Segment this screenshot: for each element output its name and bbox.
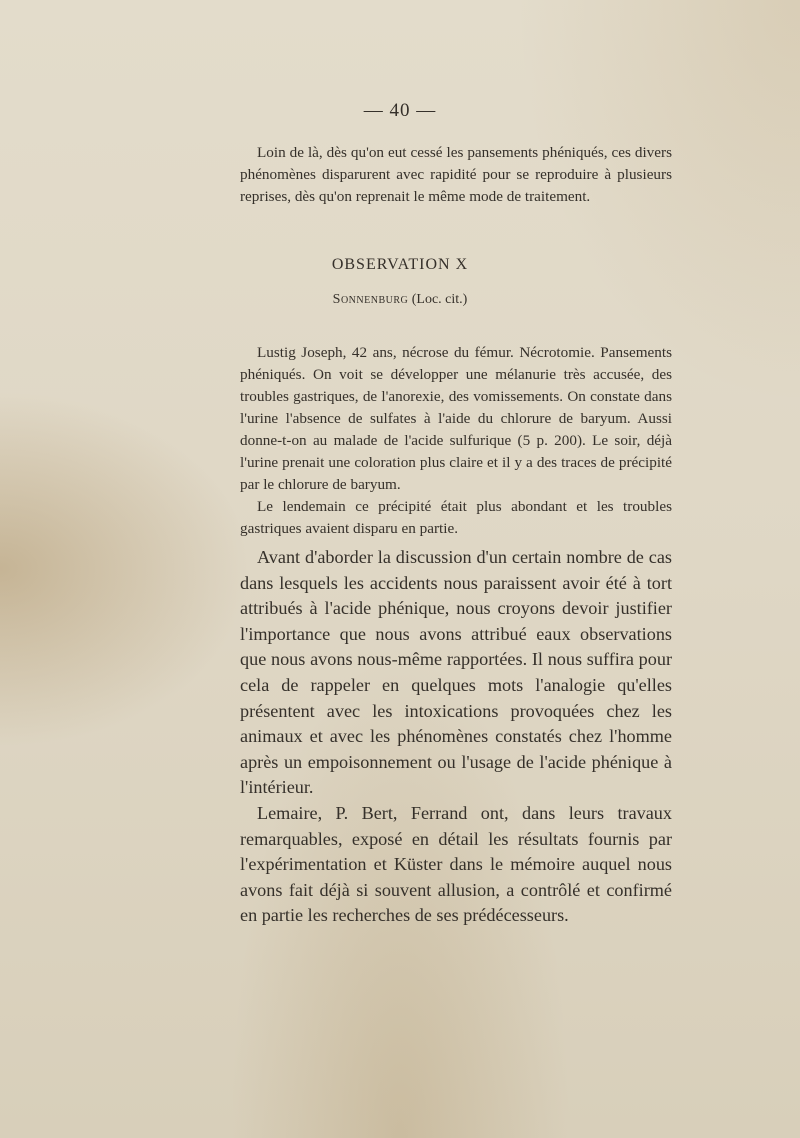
observation-paragraph: Lustig Joseph, 42 ans, nécrose du fémur. Nécrotomie. Pansements phéniqués. On voit se développer une mélanurie très accusée, des troubles gastriques, de l'anorexie, des vomissements. On constate dans l'urine l'absence de sulfates à l'aide du chlorure de baryum. Aussi donne-t-on au malade de l'acide sulfurique (5 p. 200). Le soir, déjà l'urine prenait une coloration plus claire et il y a des traces de précipité par le chlorure de baryum. [240, 344, 672, 493]
observation-reference: (Loc. cit.) [411, 292, 468, 307]
observation-title: OBSERVATION X [331, 256, 469, 273]
observation-text-block [240, 342, 672, 540]
body-text-block [240, 545, 672, 929]
body-paragraph: Avant d'aborder la discussion d'un certain nombre de cas dans lesquels les accidents nous paraissent avoir été à tort attribués à l'acide phénique, nous croyons devoir justifier l'importance que nous avons attribué eaux observations que nous avons nous-même rapportées. Il nous suffira pour cela de rappeler en quelques mots l'analogie qu'elles présentent avec les intoxications provoquées chez les animaux et avec les phénomènes constatés chez l'homme après un empoisonnement ou l'usage de l'acide phénique à l'intérieur. [240, 547, 672, 798]
intro-paragraph: Loin de là, dès qu'on eut cessé les pansements phéniqués, ces divers phénomènes disparurent avec rapidité pour se reproduire à plusieurs reprises, dès qu'on reprenait le même mode de traitement. [240, 144, 672, 205]
observation-author: Sonnenburg [332, 292, 409, 307]
observation-paragraph: Le lendemain ce précipité était plus abondant et les troubles gastriques avaient disparu en partie. [240, 498, 672, 537]
intro-paragraph-block [240, 142, 672, 208]
page-number: — 40 — [363, 100, 437, 121]
body-paragraph: Lemaire, P. Bert, Ferrand ont, dans leurs travaux remarquables, exposé en détail les résultats fournis par l'expérimentation et Küster dans le mémoire auquel nous avons fait déjà si souvent allusion, a contrôlé et confirmé en partie les recherches de ses prédécesseurs. [240, 802, 672, 926]
observation-source [0, 292, 800, 308]
